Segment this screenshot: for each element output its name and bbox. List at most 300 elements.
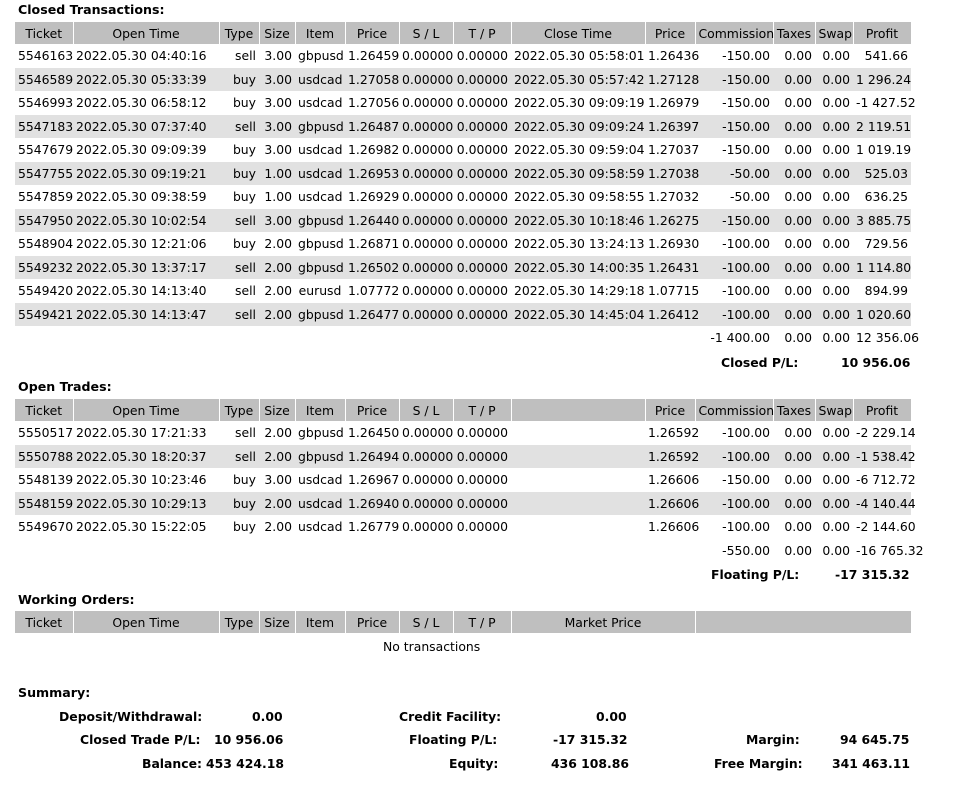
table-cell: 2022.05.30 06:58:12 bbox=[73, 91, 219, 115]
table-cell: 3.00 bbox=[259, 138, 295, 162]
table-cell: 5547859 bbox=[15, 185, 73, 209]
table-row bbox=[15, 44, 911, 68]
table-cell: 0.00 bbox=[773, 445, 815, 469]
column-header: Ticket bbox=[15, 399, 73, 421]
table-cell: 2.00 bbox=[259, 515, 295, 539]
table-cell: gbpusd bbox=[295, 115, 345, 139]
total-commission: -550.00 bbox=[695, 539, 773, 563]
table-cell: gbpusd bbox=[295, 44, 345, 68]
table-cell: 3.00 bbox=[259, 91, 295, 115]
column-header: Item bbox=[295, 611, 345, 633]
table-cell: -150.00 bbox=[695, 209, 773, 233]
closed-transactions-table bbox=[15, 22, 920, 350]
table-cell: gbpusd bbox=[295, 209, 345, 233]
table-cell: 1.26459 bbox=[345, 44, 399, 68]
table-cell: 2.00 bbox=[259, 279, 295, 303]
total-taxes: 0.00 bbox=[773, 539, 815, 563]
table-cell: gbpusd bbox=[295, 421, 345, 445]
deposit-value: 0.00 bbox=[252, 709, 283, 724]
closed-transactions-title: Closed Transactions: bbox=[18, 2, 165, 17]
table-cell: 1.27032 bbox=[645, 185, 695, 209]
table-cell: 2.00 bbox=[259, 232, 295, 256]
margin-value: 94 645.75 bbox=[840, 732, 910, 747]
table-cell: 2022.05.30 09:09:39 bbox=[73, 138, 219, 162]
table-cell: 5548139 bbox=[15, 468, 73, 492]
table-cell: -2 229.14 bbox=[853, 421, 911, 445]
table-cell: 5547679 bbox=[15, 138, 73, 162]
column-header: Profit bbox=[853, 399, 911, 421]
table-cell: buy bbox=[219, 468, 259, 492]
table-cell: 1.26275 bbox=[645, 209, 695, 233]
floating-pl-label: Floating P/L: bbox=[711, 567, 800, 582]
table-cell: -100.00 bbox=[695, 279, 773, 303]
table-cell: 0.00 bbox=[773, 232, 815, 256]
total-swap: 0.00 bbox=[815, 539, 853, 563]
free-margin-label: Free Margin: bbox=[714, 756, 803, 771]
table-cell: 0.00 bbox=[815, 68, 853, 92]
table-cell: 5549421 bbox=[15, 303, 73, 327]
table-cell: 0.00 bbox=[815, 185, 853, 209]
column-header: Size bbox=[259, 22, 295, 44]
totals-row bbox=[15, 539, 911, 563]
equity-label: Equity: bbox=[449, 756, 499, 771]
deposit-label: Deposit/Withdrawal: bbox=[59, 709, 203, 724]
table-cell: 0.00 bbox=[773, 492, 815, 516]
table-cell: 0.00 bbox=[815, 209, 853, 233]
table-row bbox=[15, 303, 911, 327]
table-cell: 1.27037 bbox=[645, 138, 695, 162]
table-cell: 1.26953 bbox=[345, 162, 399, 186]
table-cell: 1 019.19 bbox=[853, 138, 911, 162]
table-cell: 0.00000 bbox=[453, 68, 511, 92]
column-header: Swap bbox=[815, 22, 853, 44]
column-header: Ticket bbox=[15, 22, 73, 44]
column-header: S / L bbox=[399, 22, 453, 44]
table-cell: -1 427.52 bbox=[853, 91, 911, 115]
column-header: Taxes bbox=[773, 22, 815, 44]
table-cell: -100.00 bbox=[695, 256, 773, 280]
credit-value: 0.00 bbox=[596, 709, 627, 724]
table-cell: 0.00000 bbox=[399, 445, 453, 469]
table-cell: 0.00 bbox=[815, 492, 853, 516]
table-cell: 0.00000 bbox=[399, 232, 453, 256]
closed-pl-label: Closed P/L: bbox=[721, 355, 799, 370]
column-header: Size bbox=[259, 611, 295, 633]
table-cell bbox=[511, 421, 645, 445]
column-header: Type bbox=[219, 399, 259, 421]
table-cell: 0.00000 bbox=[453, 232, 511, 256]
table-cell: 5549670 bbox=[15, 515, 73, 539]
table-cell: 729.56 bbox=[853, 232, 911, 256]
table-cell: 0.00 bbox=[773, 279, 815, 303]
table-cell: 0.00 bbox=[815, 515, 853, 539]
table-cell: 2022.05.30 10:02:54 bbox=[73, 209, 219, 233]
table-cell: 2022.05.30 07:37:40 bbox=[73, 115, 219, 139]
table-cell: 2022.05.30 05:33:39 bbox=[73, 68, 219, 92]
table-cell: 2022.05.30 05:57:42 bbox=[511, 68, 645, 92]
table-row bbox=[15, 115, 911, 139]
table-cell: 0.00000 bbox=[399, 515, 453, 539]
table-cell: 0.00000 bbox=[453, 492, 511, 516]
column-header: Price bbox=[345, 22, 399, 44]
table-row bbox=[15, 232, 911, 256]
table-cell: 1.26436 bbox=[645, 44, 695, 68]
table-cell: 2022.05.30 14:00:35 bbox=[511, 256, 645, 280]
column-header: S / L bbox=[399, 399, 453, 421]
table-cell: -150.00 bbox=[695, 468, 773, 492]
table-cell: 0.00000 bbox=[453, 209, 511, 233]
table-cell: buy bbox=[219, 515, 259, 539]
table-cell: usdcad bbox=[295, 68, 345, 92]
working-orders-title: Working Orders: bbox=[18, 592, 135, 607]
table-cell: 5550788 bbox=[15, 445, 73, 469]
table-cell: 1.26606 bbox=[645, 468, 695, 492]
table-row bbox=[15, 421, 911, 445]
table-cell: 1.26930 bbox=[645, 232, 695, 256]
table-cell: 0.00000 bbox=[453, 162, 511, 186]
table-cell: 1.26592 bbox=[645, 421, 695, 445]
table-cell: 0.00000 bbox=[399, 279, 453, 303]
table-cell: 0.00 bbox=[773, 515, 815, 539]
table-cell: 5546993 bbox=[15, 91, 73, 115]
closed-trade-pl-value: 10 956.06 bbox=[214, 732, 284, 747]
table-cell: 1.27056 bbox=[345, 91, 399, 115]
column-header: Commission bbox=[695, 399, 773, 421]
table-cell: sell bbox=[219, 115, 259, 139]
table-cell: 1.27058 bbox=[345, 68, 399, 92]
closed-trade-pl-label: Closed Trade P/L: bbox=[80, 732, 201, 747]
table-cell: 0.00 bbox=[773, 303, 815, 327]
table-cell: -2 144.60 bbox=[853, 515, 911, 539]
table-cell: -150.00 bbox=[695, 44, 773, 68]
table-cell: 1 296.24 bbox=[853, 68, 911, 92]
table-cell: 0.00000 bbox=[453, 468, 511, 492]
table-cell: -50.00 bbox=[695, 185, 773, 209]
free-margin-value: 341 463.11 bbox=[832, 756, 910, 771]
table-cell: 0.00000 bbox=[453, 303, 511, 327]
table-cell: 1.26592 bbox=[645, 445, 695, 469]
column-header: Price bbox=[645, 399, 695, 421]
table-cell: 2022.05.30 10:18:46 bbox=[511, 209, 645, 233]
total-profit: 12 356.06 bbox=[853, 326, 911, 350]
table-cell: -1 538.42 bbox=[853, 445, 911, 469]
table-cell: -150.00 bbox=[695, 138, 773, 162]
table-cell: 2.00 bbox=[259, 445, 295, 469]
table-cell: 0.00000 bbox=[399, 421, 453, 445]
column-header: Ticket bbox=[15, 611, 73, 633]
table-cell: 5546163 bbox=[15, 44, 73, 68]
table-cell: 2022.05.30 05:58:01 bbox=[511, 44, 645, 68]
table-row bbox=[15, 256, 911, 280]
table-cell: 0.00000 bbox=[399, 256, 453, 280]
table-cell: 1.27038 bbox=[645, 162, 695, 186]
table-cell: 3.00 bbox=[259, 68, 295, 92]
table-cell: 0.00000 bbox=[453, 256, 511, 280]
table-cell: 2022.05.30 13:37:17 bbox=[73, 256, 219, 280]
table-cell: 0.00 bbox=[773, 68, 815, 92]
table-cell: -50.00 bbox=[695, 162, 773, 186]
table-cell: buy bbox=[219, 185, 259, 209]
table-cell: 5548904 bbox=[15, 232, 73, 256]
table-cell: gbpusd bbox=[295, 232, 345, 256]
margin-label: Margin: bbox=[746, 732, 800, 747]
table-cell: usdcad bbox=[295, 468, 345, 492]
table-cell: buy bbox=[219, 162, 259, 186]
table-cell: 5546589 bbox=[15, 68, 73, 92]
equity-value: 436 108.86 bbox=[551, 756, 629, 771]
total-profit: -16 765.32 bbox=[853, 539, 911, 563]
table-cell: usdcad bbox=[295, 185, 345, 209]
table-cell: 0.00 bbox=[815, 138, 853, 162]
column-header: Taxes bbox=[773, 399, 815, 421]
table-row bbox=[15, 138, 911, 162]
column-header bbox=[511, 399, 645, 421]
table-cell: -150.00 bbox=[695, 91, 773, 115]
table-row bbox=[15, 91, 911, 115]
table-cell: 2022.05.30 04:40:16 bbox=[73, 44, 219, 68]
table-cell: 0.00000 bbox=[453, 421, 511, 445]
balance-label: Balance: bbox=[142, 756, 202, 771]
table-cell: 0.00 bbox=[773, 44, 815, 68]
table-cell: 2 119.51 bbox=[853, 115, 911, 139]
table-cell: 1.00 bbox=[259, 185, 295, 209]
table-cell: 1 114.80 bbox=[853, 256, 911, 280]
table-cell: -100.00 bbox=[695, 445, 773, 469]
total-commission: -1 400.00 bbox=[695, 326, 773, 350]
table-cell: 2022.05.30 09:09:19 bbox=[511, 91, 645, 115]
table-cell: 2022.05.30 12:21:06 bbox=[73, 232, 219, 256]
table-cell: -100.00 bbox=[695, 421, 773, 445]
column-header: S / L bbox=[399, 611, 453, 633]
column-header: Price bbox=[345, 611, 399, 633]
table-row bbox=[15, 185, 911, 209]
table-cell: 1.26982 bbox=[345, 138, 399, 162]
table-row bbox=[15, 515, 911, 539]
table-cell: -100.00 bbox=[695, 303, 773, 327]
table-cell: 5550517 bbox=[15, 421, 73, 445]
table-cell: 5547950 bbox=[15, 209, 73, 233]
table-cell: buy bbox=[219, 68, 259, 92]
table-cell: 1.07715 bbox=[645, 279, 695, 303]
table-cell: 3.00 bbox=[259, 468, 295, 492]
table-cell: -6 712.72 bbox=[853, 468, 911, 492]
table-cell: 1.26929 bbox=[345, 185, 399, 209]
table-cell: 0.00 bbox=[815, 115, 853, 139]
column-header: Type bbox=[219, 611, 259, 633]
table-cell: gbpusd bbox=[295, 303, 345, 327]
table-cell: 0.00 bbox=[815, 303, 853, 327]
table-row bbox=[15, 68, 911, 92]
table-cell: 2022.05.30 09:58:55 bbox=[511, 185, 645, 209]
table-cell: 2.00 bbox=[259, 256, 295, 280]
closed-pl-value: 10 956.06 bbox=[841, 355, 911, 370]
column-header: Open Time bbox=[73, 611, 219, 633]
table-cell: -150.00 bbox=[695, 115, 773, 139]
table-cell: -100.00 bbox=[695, 515, 773, 539]
table-cell: sell bbox=[219, 303, 259, 327]
table-cell: 2.00 bbox=[259, 492, 295, 516]
table-cell: 0.00 bbox=[815, 162, 853, 186]
table-cell: 0.00000 bbox=[399, 68, 453, 92]
table-cell: 0.00 bbox=[815, 44, 853, 68]
table-cell: 2.00 bbox=[259, 303, 295, 327]
floating-pl-value: -17 315.32 bbox=[835, 567, 910, 582]
table-cell: 1.26779 bbox=[345, 515, 399, 539]
table-cell: usdcad bbox=[295, 492, 345, 516]
table-cell: sell bbox=[219, 209, 259, 233]
table-cell: 2022.05.30 09:09:24 bbox=[511, 115, 645, 139]
column-header: T / P bbox=[453, 399, 511, 421]
table-cell: 0.00 bbox=[815, 256, 853, 280]
summary-floating-pl-label: Floating P/L: bbox=[409, 732, 498, 747]
table-cell: 0.00000 bbox=[453, 115, 511, 139]
column-header: Profit bbox=[853, 22, 911, 44]
table-cell: buy bbox=[219, 138, 259, 162]
table-cell: 2022.05.30 14:13:47 bbox=[73, 303, 219, 327]
table-cell bbox=[511, 492, 645, 516]
open-trades-title: Open Trades: bbox=[18, 379, 112, 394]
table-cell: 1.26979 bbox=[645, 91, 695, 115]
table-cell: 0.00 bbox=[815, 421, 853, 445]
table-cell: 1.26871 bbox=[345, 232, 399, 256]
table-cell: 894.99 bbox=[853, 279, 911, 303]
table-cell: 2022.05.30 14:45:04 bbox=[511, 303, 645, 327]
table-cell: sell bbox=[219, 44, 259, 68]
table-row bbox=[15, 468, 911, 492]
table-cell: buy bbox=[219, 232, 259, 256]
table-cell: 1 020.60 bbox=[853, 303, 911, 327]
table-cell: 2022.05.30 18:20:37 bbox=[73, 445, 219, 469]
column-header: T / P bbox=[453, 22, 511, 44]
table-cell: 1.26940 bbox=[345, 492, 399, 516]
column-header bbox=[695, 611, 911, 633]
table-cell: 0.00000 bbox=[453, 138, 511, 162]
table-cell: sell bbox=[219, 279, 259, 303]
table-cell: usdcad bbox=[295, 162, 345, 186]
table-cell: 0.00000 bbox=[399, 44, 453, 68]
table-cell: 1.07772 bbox=[345, 279, 399, 303]
table-cell: 1.26606 bbox=[645, 492, 695, 516]
table-cell: buy bbox=[219, 91, 259, 115]
table-cell: eurusd bbox=[295, 279, 345, 303]
summary-floating-pl-value: -17 315.32 bbox=[553, 732, 628, 747]
table-cell: 1.26440 bbox=[345, 209, 399, 233]
table-cell: 525.03 bbox=[853, 162, 911, 186]
total-swap: 0.00 bbox=[815, 326, 853, 350]
working-orders-table bbox=[15, 611, 912, 633]
column-header: Item bbox=[295, 22, 345, 44]
column-header: Commission bbox=[695, 22, 773, 44]
table-cell: 1.26431 bbox=[645, 256, 695, 280]
table-cell: gbpusd bbox=[295, 256, 345, 280]
table-cell: -150.00 bbox=[695, 68, 773, 92]
table-cell: 0.00 bbox=[815, 91, 853, 115]
table-cell: 2022.05.30 09:58:59 bbox=[511, 162, 645, 186]
table-row bbox=[15, 492, 911, 516]
table-cell: 2022.05.30 10:23:46 bbox=[73, 468, 219, 492]
table-cell: 2022.05.30 15:22:05 bbox=[73, 515, 219, 539]
table-cell: 5548159 bbox=[15, 492, 73, 516]
table-cell: 0.00 bbox=[815, 232, 853, 256]
column-header: T / P bbox=[453, 611, 511, 633]
table-cell: 0.00000 bbox=[399, 162, 453, 186]
table-cell: 0.00 bbox=[773, 256, 815, 280]
table-cell bbox=[511, 515, 645, 539]
column-header: Price bbox=[645, 22, 695, 44]
table-cell: 636.25 bbox=[853, 185, 911, 209]
table-cell: sell bbox=[219, 256, 259, 280]
table-cell: gbpusd bbox=[295, 445, 345, 469]
table-cell: 0.00000 bbox=[453, 185, 511, 209]
table-cell: 1.00 bbox=[259, 162, 295, 186]
balance-value: 453 424.18 bbox=[206, 756, 284, 771]
table-cell: 0.00000 bbox=[453, 515, 511, 539]
table-cell bbox=[511, 445, 645, 469]
table-cell: 2022.05.30 10:29:13 bbox=[73, 492, 219, 516]
table-row bbox=[15, 279, 911, 303]
table-cell: 0.00000 bbox=[399, 138, 453, 162]
table-cell bbox=[511, 468, 645, 492]
table-row bbox=[15, 209, 911, 233]
table-cell: 0.00000 bbox=[453, 279, 511, 303]
totals-row bbox=[15, 326, 911, 350]
table-cell: 541.66 bbox=[853, 44, 911, 68]
table-cell: buy bbox=[219, 492, 259, 516]
column-header: Type bbox=[219, 22, 259, 44]
table-cell: 0.00000 bbox=[399, 91, 453, 115]
column-header: Price bbox=[345, 399, 399, 421]
table-cell: -4 140.44 bbox=[853, 492, 911, 516]
credit-label: Credit Facility: bbox=[399, 709, 502, 724]
table-cell: 2022.05.30 14:29:18 bbox=[511, 279, 645, 303]
open-trades-table bbox=[15, 399, 924, 562]
table-cell: 0.00 bbox=[773, 468, 815, 492]
column-header: Open Time bbox=[73, 22, 219, 44]
table-cell: 1.26487 bbox=[345, 115, 399, 139]
table-cell: 2022.05.30 14:13:40 bbox=[73, 279, 219, 303]
table-cell: sell bbox=[219, 421, 259, 445]
table-cell: 1.26494 bbox=[345, 445, 399, 469]
table-cell: 3 885.75 bbox=[853, 209, 911, 233]
no-transactions-text: No transactions bbox=[383, 639, 481, 654]
table-cell: 5549420 bbox=[15, 279, 73, 303]
table-cell: 2022.05.30 09:59:04 bbox=[511, 138, 645, 162]
table-cell: 2022.05.30 13:24:13 bbox=[511, 232, 645, 256]
table-cell: usdcad bbox=[295, 91, 345, 115]
table-cell: 3.00 bbox=[259, 44, 295, 68]
table-cell: 1.26477 bbox=[345, 303, 399, 327]
table-cell: 3.00 bbox=[259, 115, 295, 139]
table-cell: sell bbox=[219, 445, 259, 469]
column-header: Close Time bbox=[511, 22, 645, 44]
table-row bbox=[15, 162, 911, 186]
table-cell: 0.00000 bbox=[399, 209, 453, 233]
table-cell: 2022.05.30 09:19:21 bbox=[73, 162, 219, 186]
table-cell: 0.00 bbox=[773, 138, 815, 162]
table-cell: 0.00 bbox=[815, 468, 853, 492]
table-cell: usdcad bbox=[295, 515, 345, 539]
table-cell: 1.26412 bbox=[645, 303, 695, 327]
table-cell: 1.26397 bbox=[645, 115, 695, 139]
table-cell: 0.00000 bbox=[399, 303, 453, 327]
table-cell: 2022.05.30 17:21:33 bbox=[73, 421, 219, 445]
table-cell: 0.00 bbox=[773, 421, 815, 445]
table-cell: 1.26967 bbox=[345, 468, 399, 492]
table-cell: 0.00000 bbox=[453, 445, 511, 469]
table-cell: 2.00 bbox=[259, 421, 295, 445]
table-cell: 0.00000 bbox=[399, 115, 453, 139]
column-header: Item bbox=[295, 399, 345, 421]
